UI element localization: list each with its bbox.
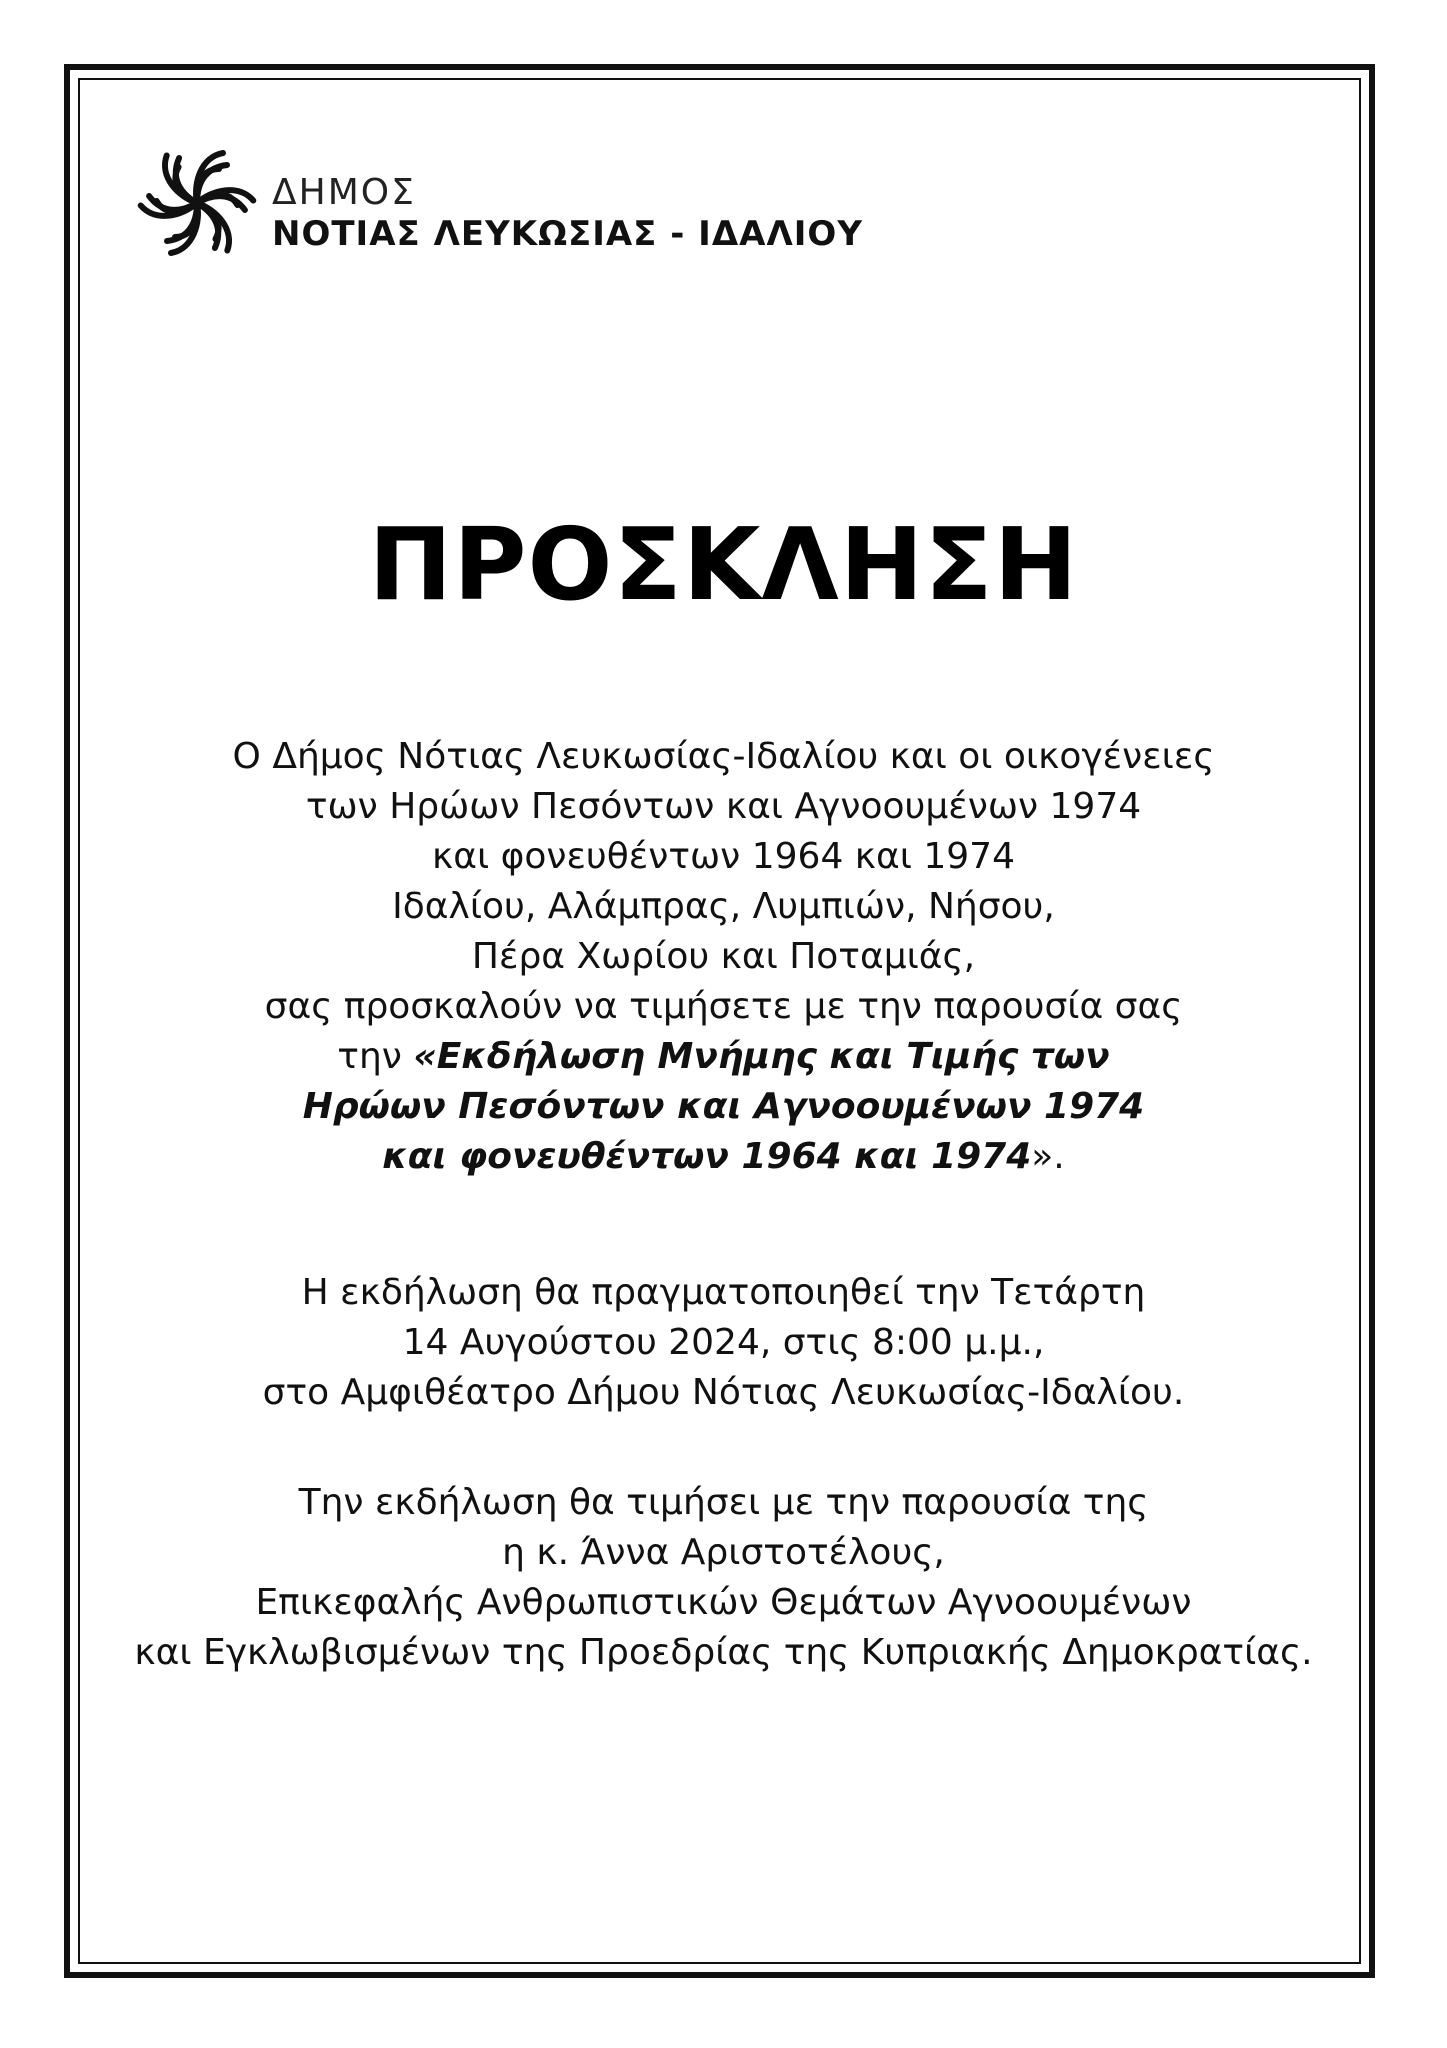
event-name-part-2: Ηρώων Πεσόντων και Αγνοουμένων 1974: [302, 1086, 1145, 1127]
logo-line-1: ΔΗΜΟΣ: [272, 172, 416, 213]
intro-line-4: Ιδαλίου, Αλάμπρας, Λυμπιών, Νήσου,: [392, 886, 1055, 927]
event-line-1: Η εκδήλωση θα πραγματοποιηθεί την Τετάρτη: [301, 1272, 1146, 1313]
guest-line-1: Την εκδήλωση θα τιμήσει με την παρουσία της: [298, 1482, 1149, 1523]
intro-line-2: των Ηρώων Πεσόντων και Αγνοουμένων 1974: [305, 786, 1142, 827]
event-name-part-1: «Εκδήλωση Μνήμης και Τιμής των: [413, 1036, 1110, 1077]
intro-line-5: Πέρα Χωρίου και Ποταμιάς,: [471, 936, 976, 977]
intro-line-1: Ο Δήμος Νότιας Λευκωσίας-Ιδαλίου και οι οικογένειες: [232, 736, 1215, 777]
swirl-emblem-icon: [137, 143, 257, 263]
guest-line-4: και Εγκλωβισμένων της Προεδρίας της Κυπριακής Δημοκρατίας.: [134, 1632, 1313, 1673]
intro-line-9: [100, 1132, 1347, 1182]
event-line-2: 14 Αυγούστου 2024, στις 8:00 μ.μ.,: [402, 1322, 1045, 1363]
municipality-logo: [137, 143, 863, 263]
intro-line-7: [100, 1032, 1347, 1082]
invitation-title: ΠΡΟΣΚΛΗΣΗ: [368, 506, 1079, 623]
event-name-part-3: και φονευθέντων 1964 και 1974: [382, 1136, 1032, 1177]
intro-line-6: σας προσκαλούν να τιμήσετε με την παρουσία σας: [264, 986, 1183, 1027]
intro-line-9-suffix: ».: [1031, 1136, 1065, 1177]
event-details-paragraph: [100, 1268, 1347, 1418]
intro-paragraph: [100, 732, 1347, 1182]
guest-line-2: η κ. Άννα Αριστοτέλους,: [502, 1532, 945, 1573]
logo-text: [272, 173, 892, 255]
guest-line-3: Επικεφαλής Ανθρωπιστικών Θεμάτων Αγνοουμένων: [255, 1582, 1192, 1623]
logo-line-2: ΝΟΤΙΑΣ ΛΕΥΚΩΣΙΑΣ - ΙΔΑΛΙΟΥ: [272, 214, 863, 254]
guest-paragraph: [100, 1478, 1347, 1678]
intro-line-7-prefix: την: [337, 1036, 414, 1077]
event-line-3: στο Αμφιθέατρο Δήμου Νότιας Λευκωσίας-Ιδαλίου.: [262, 1372, 1185, 1413]
intro-line-3: και φονευθέντων 1964 και 1974: [432, 836, 1015, 877]
